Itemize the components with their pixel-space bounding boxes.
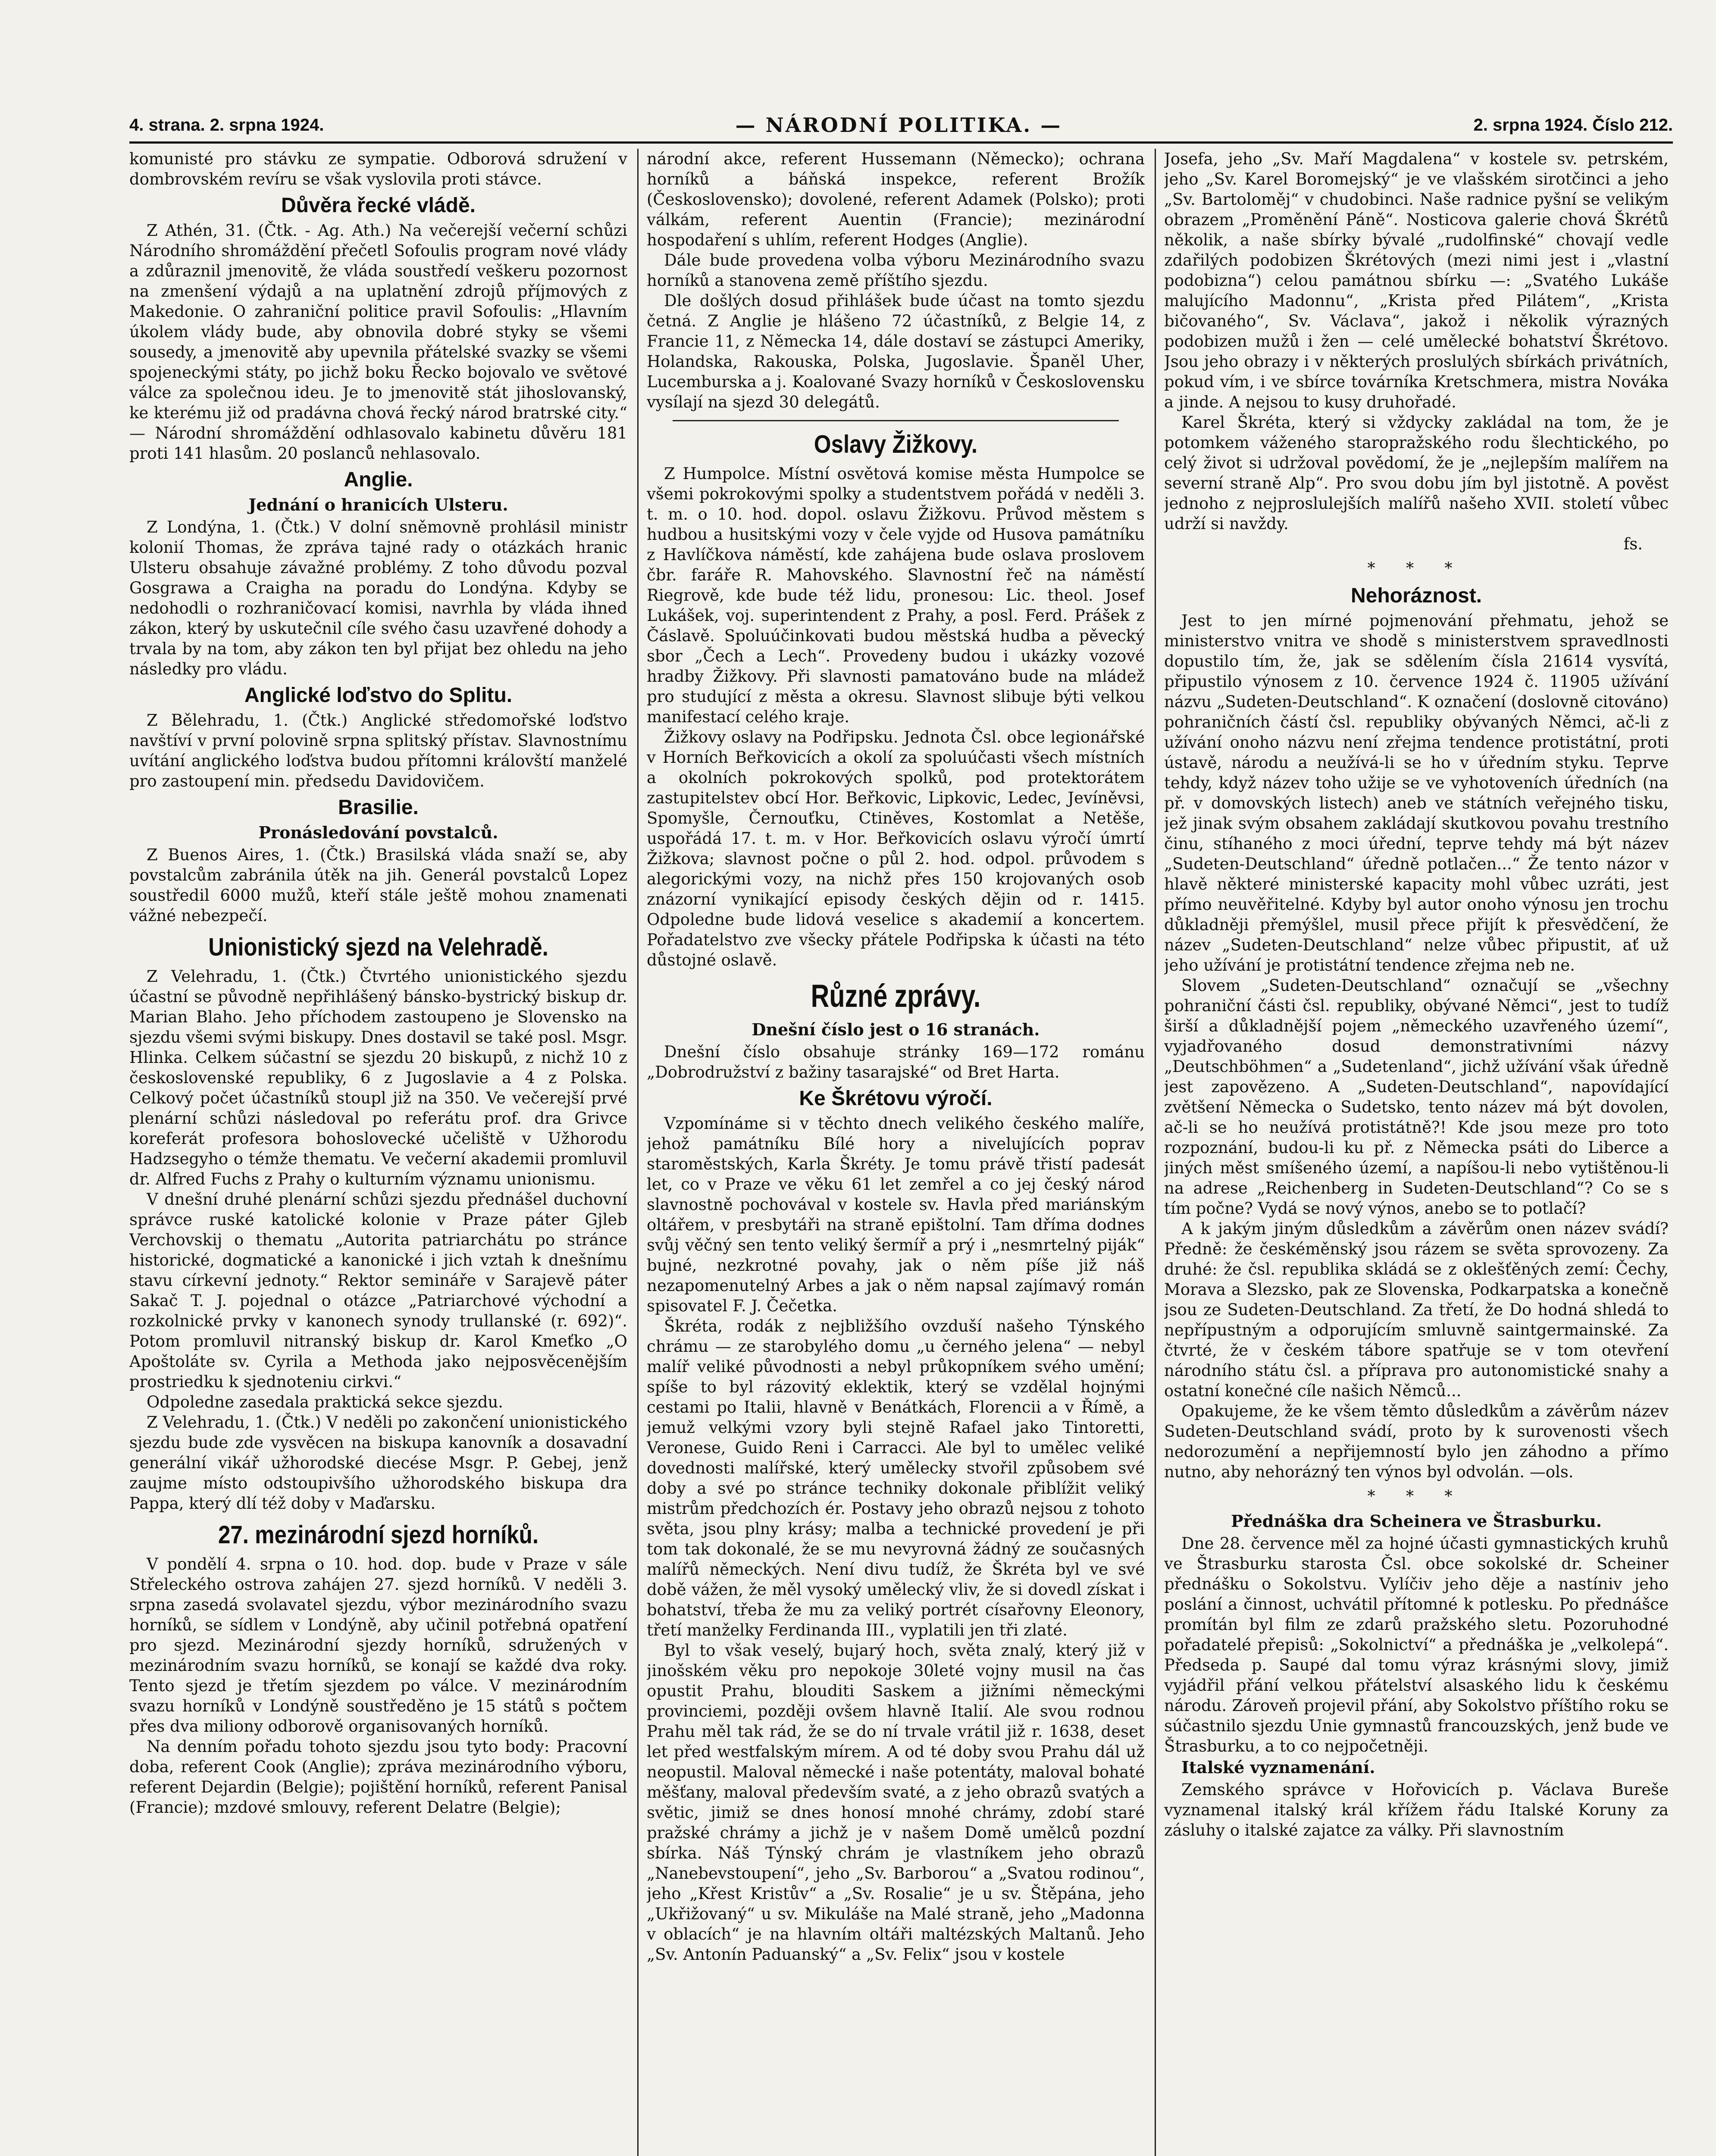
- column-3: [1164, 149, 1669, 2156]
- column-2: [647, 149, 1145, 2156]
- article-paragraph: Škréta, rodák z nejbližšího ovzduší našeho Týnského chrámu — ze starobylého domu „u černého jelena“ — nebyl malíř veliké původnosti a nebyl průkopníkem svého umění; spíše to byl rázovitý eklektik, který se vzdělal hojnými cestami po Italii, hlavně v Benátkách, Florencii a v Římě, a jemuž velkými vzory byli stejně Rafael jako Tintoretti, Veronese, Guido Reni i Carracci. Ale byl to umělec veliké dovednosti malířské, který umělecky stvořil způsobem své doby a své po stránce techniky dokonale přiblížit veliký mistrům předchozích ér. Postavy jeho obrazů nejsou z tohoto světa, jsou plny krásy; malba a technické provedení je při tom tak dokonalé, že se mu nevyrovná žádný ze současných malířů německých. Není divu tudíž, že Škréta byl ve své době vážen, že měl vysoký umělecký vliv, že si dovedl získat i bohatství, třeba že mu za veliký portrét císařovny Eleonory, třetí manželky Ferdinanda III., vyplatili jen tři zlaté.: [647, 1317, 1145, 1639]
- article-paragraph: A k jakým jiným důsledkům a závěrům onen název svádí? Předně: že českéměnský jsou rázem se světa sprovozeny. Za druhé: že čsl. republika skládá se z oklešťěných zemí: Čechy, Morava a Slezsko, pak ze Slovenska, Podkarpatska a konečně jsou ze Sudeten-Deutschland. Za třetí, že Do hodná shledá to nepřípustným a odporujícím smluvně saintgermainské. Za čtvrté, že v českém tábore spatřuje se v tom otevření národního státu čsl. a příprava pro autonomistické snahy a ostatní konečné cíle našich Němců...: [1164, 1219, 1669, 1400]
- headline-skreta: Ke Škrétovu výročí.: [799, 1087, 993, 1110]
- article-paragraph: Zemského správce v Hořovicích p. Václava Bureše vyznamenal italský král křížem řádu Italské Koruny za zásluhy o italské zajatce za války. Při slavnostním: [1164, 1780, 1669, 1839]
- article-paragraph: Karel Škréta, který si vždycky zakládal na tom, že je potomkem váženého staropražského rodu šlechtického, po celý život si udržoval povědomí, že je „nejlepším malířem na severní straně Alp“. Pro svou dobu jím byl jistotně. A pověst jednoho z nejproslulejších malířů našeho XVII. století vůbec udrží si navždy.: [1164, 413, 1669, 533]
- article-paragraph: Z Athén, 31. (Čtk. - Ag. Ath.) Na večerejší večerní schůzi Národního shromáždění přečetl Sofoulis program nové vlády a zdůraznil jmenovitě, že vláda soustředí veškeru pozornost na zmenšení výdajů a na uplatnění zdrojů příjmových z Makedonie. O zahraniční politice pravil Sofoulis: „Hlavním úkolem vlády bude, aby obnovila dobré styky se všemi sousedy, a jmenovitě aby upevnila přátelské svazky se všemi spojeneckými státy, po jichž boku Řecko bojovalo ve světové válce za společnou ideu. Je to jmenovitě stát jihoslovanský, ke kterému již od pradávna chová řecký národ bratrské city.“ — Národní shromáždění odhlasovalo kabinetu důvěru 181 proti 141 hlasům. 20 poslanců nehlasovalo.: [129, 221, 627, 463]
- article-paragraph: Dne 28. července měl za hojné účasti gymnastických kruhů ve Štrasburku starosta Čsl. obce sokolské dr. Scheiner přednášku o Sokolstvu. Vylíčiv jeho děje a nastíniv jeho poslání a činnost, uchvátil přítomné k potlesku. Po přednášce promítán byl film ze zdarů pražského sletu. Pozoruhodné pořadatelé přepisů: „Sokolnictví“ a přednáška je „velkolepá“. Předseda p. Saupé dal tomu výraz krásnými slovy, jimiž vyjádřil přání velkou přátelství alsaského lidu k českému národu. Zároveň projevil přání, aby Sokolstvo příštího roku se súčastnilo sjezdu Unie gymnastů francouzských, jenž bude ve Štrasburku, a to co nejpočetněji.: [1164, 1534, 1669, 1755]
- article-paragraph: Josefa, jeho „Sv. Maří Magdalena“ v kostele sv. petrském, jeho „Sv. Karel Boromejský“ je ve vlašském sirotčinci a jeho „Sv. Bartoloměj“ v chudobinci. Naše radnice pyšní se velikým obrazem „Proměnění Páně“. Nosticova galerie chová Škrétů několik, a naše sbírky bývalé „rudolfinské“ chovají vedle zdařilých podobizen Škrétových (mezi nimi jest i „vlastní podobizna“) celou památnou sbírku —: „Svatého Lukáše malujícího Madonnu“, „Krista před Pilátem“, „Krista bičovaného“, Sv. Václava“, jakož i několik výrazných podobizen mužů i žen — celé umělecké bohatství Škrétovo. Jsou jeho obrazy i v některých proslulých sbírkách privátních, pokud vím, i ve sbírce továrníka Kretschmera, mistra Nováka a jinde. A nejsou to kusy druhořadé.: [1164, 150, 1669, 411]
- headline-recko: Důvěra řecké vládě.: [281, 194, 476, 217]
- headline-sokol: Přednáška dra Scheinera ve Štrasburku.: [1231, 1511, 1602, 1531]
- author-signature: fs.: [1623, 535, 1643, 553]
- headline-ruzne-zpravy: Různé zprávy.: [811, 978, 981, 1014]
- headline-brasilie: Brasilie.: [338, 796, 419, 819]
- column-1: [129, 149, 627, 2156]
- masthead: — NÁRODNÍ POLITIKA. —: [735, 113, 1062, 137]
- article-paragraph: Z Humpolce. Místní osvětová komise města Humpolce se všemi pokrokovými spolky a studentstvem pořádá v neděli 3. t. m. o 10. hod. dopol. oslavu Žižkovu. Průvod městem s hudbou a husitskými vozy v čele vyjde od Husova památníku z Havlíčkova náměstí, kde zahájena bude oslava proslovem čbr. faráře R. Mahovského. Slavnostní řeč na náměstí Riegrově, kde bude též lidu, pronesou: Lic. theol. Josef Lukášek, voj. superintendent z Prahy, a posl. Ferd. Prášek z Čáslavě. Spoluúčinkovati budou městská hudba a pěvecký sbor „Čech a Lech“. Provedeny budou i ukázky vozové hradby Žižkovy. Při slavnosti pamatováno bude na mládež pro studující z města a okresu. Slavnost slibuje býti velkou manifestací celého kraje.: [647, 464, 1145, 726]
- column-divider: [1155, 149, 1156, 2156]
- article-paragraph: Z Velehradu, 1. (Čtk.) V neděli po zakončení unionistického sjezdu bude zde vysvěcen na biskupa kanovník a dosavadní generální vikář užhorodské diecése Msgr. P. Gebej, jenž zaujme místo odstoupivšího užhorodského biskupa dra Pappa, který dlí též doby v Maďarsku.: [129, 1413, 627, 1513]
- section-stars: * * *: [1367, 560, 1465, 577]
- subheadline-brasilie: Pronásledování povstalců.: [258, 823, 498, 842]
- article-paragraph: Opakujeme, že ke všem těmto důsledkům a závěrům název Sudeten-Deutschland svádí, proto by k surovenosti všech nedorozumění a nepřijemností bylo jen záhodno a přímo nutno, aby nehorázný ten výnos byl odvolán. —ols.: [1164, 1402, 1669, 1481]
- article-paragraph: Jest to jen mírné pojmenování přehmatu, jehož se ministerstvo vnitra ve shodě s ministerstvem spravedlnosti dopustilo tím, že, jak se sdělením čísla 21614 vysvítá, připustilo výnosem z 10. července 1924 č. 11905 užívání názvu „Sudeten-Deutschland“. K označení (doslovně citováno) pohraničních částí čsl. republiky obývaných Němci, ač-li z užívání onoho názvu není zřejma tendence protistátní, proti ústavě, národu a neužívá-li se ho v úředním styku. Teprve tehdy, když název toho užije se ve vyhotoveních úředních (na př. v domovských listech) aneb ve státních veřejného tisku, jež jinak svým obsahem zakládají skutkovou povahu trestního činu, stíhaného z moci úřední, teprve tehdy má být název „Sudeten-Deutschland“ úředně potlačen...“ Že tento názor v hlavě některé ministerské kapacity mohl vůbec uzráti, jest přímo neuvěřitelné. Kdyby byl autor onoho výnosu jen trochu důkladněji přemýšlel, musil přece přijít k přesvědčení, že název „Sudeten-Deutschland“ nelze vůbec připustit, ať už jeho užívání je protistátní tendence zřejma neb ne.: [1164, 611, 1669, 975]
- article-paragraph: Dnešní číslo obsahuje stránky 169—172 románu „Dobrodružství z bažiny tasarajské“ od Bret Harta.: [647, 1043, 1145, 1081]
- article-paragraph: Slovem „Sudeten-Deutschland“ označují se „všechny pohraniční části čsl. republiky, obývané Němci“, jest to tudíž širší a důkladnější pojem „německého uzavřeného území“, vyjadřovaného dosud demonstrativními názvy „Deutschböhmen“ a „Sudetenland“, jichž užívání však úředně jest zapovězeno. A „Sudeten-Deutschland“, napovídající zvětšení Německa o Sudetsko, tento název má být dovolen, ač-li se ho neužívá protistátně?! Kde jsou meze pro toto rozpoznání, budou-li ku př. z Německa psáti do Liberce a jiných měst smíšeného území, a napíšou-li nebo vytištěnou-li na adrese „Reichenberg in Sudeten-Deutschland“? Co se s tím počne? Vydá se nový výnos, anebo se to potlačí?: [1164, 976, 1669, 1218]
- article-paragraph: Z Buenos Aires, 1. (Čtk.) Brasilská vláda snaží se, aby povstalcům zabránila útěk na jih. Generál povstalců Lopez soustředil 6000 mužů, kteří stále ještě mohou znamenati vážné nebezpečí.: [129, 846, 627, 925]
- article-paragraph: Z Velehradu, 1. (Čtk.) Čtvrtého unionistického sjezdu účastní se původně nepřihlášený bánsko-bystrický biskup dr. Marian Blaho. Jeho příchodem zastoupeno je Slovensko na sjezdu všemi svými biskupy. Dnes dostavil se také posl. Msgr. Hlinka. Celkem súčastní se sjezdu 20 biskupů, z nichž 10 z československé republiky, 6 z Jugoslavie a 4 z Polska. Celkový počet účastníků stoupl již na 350. Ve večerejší prvé plenární schůzi následoval po referátu prof. dra Grivce koreferát profesora bohoslovecké učeliště v Užhorodu Hadzsegyho o témže thematu. Ve večerní akademii promluvil dr. Alfred Fuchs z Prahy o kulturním významu unionismu.: [129, 967, 627, 1188]
- headline-velehrad: Unionistický sjezd na Velehradě.: [208, 933, 548, 961]
- article-paragraph: Dále bude provedena volba výboru Mezinárodního svazu horníků a stanovena země příštího sjezdu.: [647, 251, 1145, 290]
- column-divider: [637, 149, 639, 2156]
- article-paragraph: národní akce, referent Hussemann (Německo); ochrana horníků a báňská inspekce, referent Brožík (Československo); dovolené, referent Adamek (Polsko); proti válkám, referent Auentin (Francie); mezinárodní hospodaření s uhlím, referent Hodges (Anglie).: [647, 150, 1145, 249]
- article-paragraph: Z Londýna, 1. (Čtk.) V dolní sněmovně prohlásil ministr kolonií Thomas, že zpráva tajné rady o otázkách hranic Ulsteru obsahuje závažné problémy. Z toho důvodu pozval Gosgrawa a Craigha na poradu do Londýna. Kdyby se nedohodli o rozhraničovací komisi, navrhla by vláda ihned zákon, který by uskutečnil cíle svého času uzavřené dohody a trvala by na tom, aby zákon ten byl přijat bez ohledu na jeho následky pro vládu.: [129, 518, 627, 678]
- article-paragraph: Vzpomínáme si v těchto dnech velikého českého malíře, jehož památníku Bílé hory a nivelujících poprav staroměstských, Karla Škréty. Je tomu právě třistí padesát let, co v Praze ve věku 61 let zemřel a co jej český národ slavnostně pochovával v kostele sv. Havla před mariánským oltářem, v presbytáři na straně epištolní. Tam dříma dodnes svůj věčný sen tento veliký šermíř a prý i „nesmrtelný piják“ bujné, nezkrotné povahy, jak o něm píše již náš nezapomenutelný Arbes a jak o něm napsal zajímavý román spisovatel F. J. Čečetka.: [647, 1114, 1145, 1315]
- headline-lodstvo: Anglické loďstvo do Splitu.: [244, 684, 513, 707]
- headline-hornici: 27. mezinárodní sjezd horníků.: [218, 1521, 539, 1549]
- article-paragraph: Dle došlých dosud přihlášek bude účast na tomto sjezdu četná. Z Anglie je hlášeno 72 účastníků, z Belgie 14, z Francie 11, z Německa 14, dále dostaví se zástupci Ameriky, Holandska, Rakouska, Polska, Jugoslavie. Španěl Uher, Lucemburska a j. Koalované Svazy horníků v Československu vysílají na sjezd 30 delegátů.: [647, 291, 1145, 411]
- headline-ital: Italské vyznamenání.: [1181, 1758, 1375, 1777]
- article-paragraph: Z Bělehradu, 1. (Čtk.) Anglické středomořské loďstvo navštíví v první polovině srpna splitský přístav. Slavnostnímu uvítání anglického loďstva budou přítomni královští manželé pro zastoupení min. předsedu Davidovičem.: [129, 711, 627, 790]
- page-header: [129, 110, 1673, 140]
- section-divider: [673, 420, 1119, 421]
- headline-anglie: Anglie.: [344, 468, 413, 491]
- subheadline-anglie: Jednání o hranicích Ulsteru.: [248, 495, 508, 514]
- headline-zizkov: Oslavy Žižkovy.: [814, 430, 978, 458]
- header-right: 2. srpna 1924. Číslo 212.: [1473, 115, 1673, 135]
- section-stars: * * *: [1367, 1488, 1465, 1505]
- subheadline-cislo: Dnešní číslo jest o 16 stranách.: [752, 1020, 1040, 1039]
- article-paragraph: Odpoledne zasedala praktická sekce sjezdu.: [147, 1393, 504, 1411]
- article-paragraph: V pondělí 4. srpna o 10. hod. dop. bude v Praze v sále Střeleckého ostrova zahájen 27. sjezd horníků. V neděli 3. srpna zasedá svolavatel sjezdu, výbor mezinárodního svazu horníků, se sídlem v Londýně, aby učinil potřebná opatření pro sjezd. Mezinárodní sjezdy horníků, sdružených v mezinárodním svazu horníků, se konají se každé dva roky. Tento sjezd je třetím sjezdem po válce. V mezinárodním svazu horníků v Londýně soustředěno je 15 států s počtem přes dva miliony odborově organisovaných horníků.: [129, 1555, 627, 1736]
- article-paragraph: V dnešní druhé plenární schůzi sjezdu přednášel duchovní správce ruské katolické kolonie v Praze páter Gjleb Verchovskij o thematu „Autorita patriarchátu po stránce historické, dogmatické a kanonické i jich vztah k dnešnímu stavu církevní jednoty.“ Rektor semináře v Sarajevě páter Sakač T. J. pojednal o otázce „Patriarchové východní a rozkolnické prvky v kanonech synody trullanské (r. 692)“. Potom promluvil nitranský biskup dr. Karol Kmeťko „O Apoštoláte sv. Cyrila a Methoda jako nejposvěcenějším prostriedku k sjednoteniu cirkvi.“: [129, 1190, 627, 1391]
- headline-nehoraznost: Nehoráznost.: [1350, 584, 1482, 607]
- article-paragraph: Byl to však veselý, bujarý hoch, světa znalý, který již v jinošském věku pro nepokoje 30leté vojny musil na čas opustit Prahu, blouditi Saskem a jižními německými provinciemi, později ovšem hlavně Italií. Ale svou rodnou Prahu měl tak rád, že se do ní trvale vrátil již r. 1638, deset let před westfalským mírem. A od té doby svou Prahu dál už neopustil. Maloval německé i naše potentáty, maloval bohaté měšťany, maloval především svaté, a z jeho obrazů svatých a světic, jimiž se dnes honosí mnohé chrámy, zdobí staré pražské chrámy a jichž je v našem Domě umělců pozdní sbírka. Náš Týnský chrám je vlastníkem jeho obrazů „Nanebevstoupení“, jeho „Sv. Barborou“ a „Svatou rodinou“, jeho „Křest Kristův“ a „Sv. Rosalie“ je u sv. Štěpána, jeho „Ukřižovaný“ u sv. Mikuláše na Malé straně, jeho „Madonna v oblacích“ je na hlavním oltáři maltézských Maltanů. Jeho „Sv. Antonín Paduanský“ a „Sv. Felix“ jsou v kostele: [647, 1641, 1145, 1964]
- article-paragraph: komunisté pro stávku ze sympatie. Odborová sdružení v dombrovském revíru se však vyslovila proti stávce.: [129, 150, 627, 188]
- header-rule: [129, 141, 1673, 144]
- header-left: 4. strana. 2. srpna 1924.: [129, 115, 324, 135]
- article-paragraph: Žižkovy oslavy na Podřipsku. Jednota Čsl. obce legionářské v Horních Beřkovicích a okolí za spoluúčasti všech místních a okolních pokrokových spolků, pod protektorátem zastupitelstev obcí Hor. Beřkovic, Lipkovic, Ledec, Jevíněvsi, Spomyšle, Černouťku, Ctiněves, Kostomlat a Netěše, uspořádá 17. t. m. v Hor. Beřkovicích oslavu výročí úmrtí Žižkova; slavnost počne o půl 2. hod. odpol. průvodem s alegorickými vozy, na nichž přes 150 krojovaných osob znázorní vynikající episody českých dějin od r. 1415. Odpoledne bude lidová veselice s akademií a koncertem. Pořadatelstvo zve všecky přátele Podřipska k účasti na této důstojné oslavě.: [647, 728, 1145, 969]
- article-paragraph: Na denním pořadu tohoto sjezdu jsou tyto body: Pracovní doba, referent Cook (Anglie); zpráva mezinárodního výboru, referent Dejardin (Belgie); pojištění horníků, referent Panisal (Francie); mzdové smlouvy, referent Delatre (Belgie);: [129, 1737, 627, 1817]
